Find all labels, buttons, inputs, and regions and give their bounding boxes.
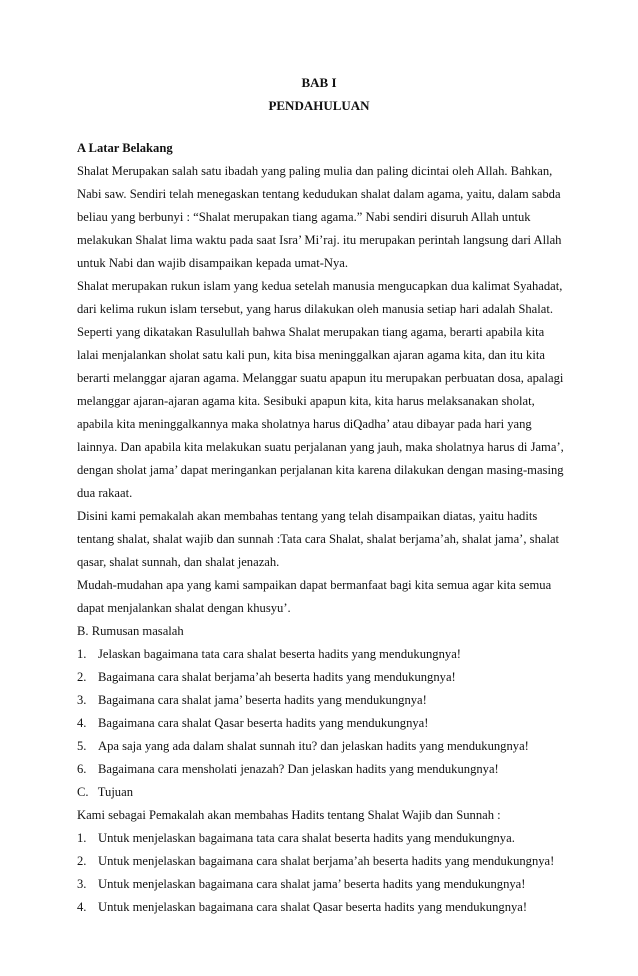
paragraph-line: Disini kami pemakalah akan membahas tentang yang telah disampaikan diatas, yaitu hadits <box>77 509 538 523</box>
chapter-number: BAB I <box>301 75 337 90</box>
paragraph-line: melanggar ajaran-ajaran agama kita. Sesibuki apapun kita, kita harus melaksanakan sholat, <box>77 394 535 408</box>
paragraph-line: apabila kita meninggalkannya maka sholatnya harus diQadha’ atau dibayar pada hari yang <box>77 417 532 431</box>
paragraph-line: Seperti yang dikatakan Rasulullah bahwa Shalat merupakan tiang agama, berarti apabila kita <box>77 325 545 339</box>
paragraph-line: untuk Nabi dan wajib disampaikan kepada umat-Nya. <box>77 256 349 270</box>
chapter-title: PENDAHULUAN <box>268 98 370 113</box>
paragraph-line: Nabi saw. Sendiri telah menegaskan tentang kedudukan shalat dalam agama, yaitu, dalam sabda <box>77 187 561 201</box>
paragraph-line: tentang shalat, shalat wajib dan sunnah :Tata cara Shalat, shalat berjama’ah, shalat jama’, shalat <box>77 532 560 546</box>
paragraph-line: lainnya. Dan apabila kita melakukan suatu perjalanan yang jauh, maka sholatnya harus di Jama’, <box>77 440 564 454</box>
paragraph-line: Shalat merupakan rukun islam yang kedua setelah manusia mengucapkan dua kalimat Syahadat, <box>77 279 563 293</box>
paragraph-line: dari kelima rukun islam tersebut, yang harus dilakukan oleh manusia setiap hari adalah Shalat. <box>77 302 553 316</box>
paragraph-line: berarti melanggar ajaran agama. Melanggar suatu apapun itu merupakan perbuatan dosa, apalagi <box>77 371 564 385</box>
section-b-heading: B. Rumusan masalah <box>77 624 184 638</box>
paragraph-line: lalai menjalankan sholat satu kali pun, kita bisa meninggalkan ajaran agama kita, dan itu kita <box>77 348 545 362</box>
paragraph-line: beliau yang berbunyi : “Shalat merupakan tiang agama.” Nabi sendiri disuruh Allah untuk <box>77 210 531 224</box>
paragraph-line: dengan sholat jama’ dapat meringankan perjalanan kita karena dilakukan dengan masing-masing <box>77 463 564 477</box>
document-page: BAB I PENDAHULUAN A Latar Belakang Shalat Merupakan salah satu ibadah yang paling mulia dan paling dicintai oleh Allah. Bahkan, Nabi saw. Sendiri telah menegaskan tentang kedudukan shalat dalam agama, yaitu, dalam sabda beliau yang berbunyi : “Shalat merupakan tiang agama.” Nabi sendiri disuruh Allah untuk melakukan Shalat lima waktu pada saat Isra’ Mi’raj. itu merupakan perintah langsung dari Allah untuk Nabi dan wajib disampaikan kepada umat-Nya. Shalat merupakan rukun islam yang kedua setelah manusia mengucapkan dua kalimat Syahadat, dari kelima rukun islam tersebut, yang harus dilakukan oleh manusia setiap hari adalah Shalat. Seperti yang dikatakan Rasulullah bahwa Shalat merupakan tiang agama, berarti apabila kita lalai menjalankan sholat satu kali pun, kita bisa meninggalkan ajaran agama kita, dan itu kita berarti melanggar ajaran agama. Melanggar suatu apapun itu merupakan perbuatan dosa, apalagi melanggar ajaran-ajaran agama kita. Sesibuki apapun kita, kita harus melaksanakan sholat, apabila kita meninggalkannya maka sholatnya harus diQadha’ atau dibayar pada hari yang lainnya. Dan apabila kita melakukan suatu perjalanan yang jauh, maka sholatnya harus di Jama’, dengan sholat jama’ dapat meringankan perjalanan kita karena dilakukan dengan masing-masing dua rakaat. Disini kami pemakalah akan membahas tentang yang telah disampaikan diatas, yaitu hadits tentang shalat, shalat wajib dan sunnah :Tata cara Shalat, shalat berjama’ah, shalat jama’, shalat qasar, shalat sunnah, dan shalat jenazah. Mudah-mudahan apa yang kami sampaikan dapat bermanfaat bagi kita semua agar kita semua dapat menjalankan shalat dengan khusyu’. B. Rumusan masalah 1. Jelaskan bagaimana tata cara shalat beserta hadits yang mendukungnya! 2. Bagaimana cara shalat berjama’ah beserta hadits yang mendukungnya! 3. Bagaimana cara shalat jama’ beserta hadits yang mendukungnya! 4. Bagaimana cara shalat Qasar beserta hadits yang mendukungnya! 5. Apa saja yang ada dalam shalat sunnah itu? dan jelaskan hadits yang mendukungnya! 6. Bagaimana cara mensholati jenazah? Dan jelaskan hadits yang mendukungnya! C. Tujuan Kami sebagai Pemakalah akan membahas Hadits tentang Shalat Wajib dan Sunnah : 1. Untuk menjelaskan bagaimana tata cara shalat beserta hadits yang mendukungnya. 2. Untuk menjelaskan bagaimana cara shalat berjama’ah beserta hadits yang mendukungnya! 3. Untuk menjelaskan bagaimana cara shalat jama’ beserta hadits yang mendukungnya! 4. Untuk menjelaskan bagaimana cara shalat Qasar beserta hadits yang mendukungnya! <box>0 0 638 976</box>
paragraph-line: Mudah-mudahan apa yang kami sampaikan dapat bermanfaat bagi kita semua agar kita semua <box>77 578 552 592</box>
tujuan-intro: Kami sebagai Pemakalah akan membahas Hadits tentang Shalat Wajib dan Sunnah : <box>77 808 501 822</box>
paragraph-line: dapat menjalankan shalat dengan khusyu’. <box>77 601 291 615</box>
paragraph-line: dua rakaat. <box>77 486 133 500</box>
paragraph-line: qasar, shalat sunnah, dan shalat jenazah. <box>77 555 280 569</box>
section-a-heading: A Latar Belakang <box>77 141 173 155</box>
paragraph-line: Shalat Merupakan salah satu ibadah yang paling mulia dan paling dicintai oleh Allah. Bahkan, <box>77 164 553 178</box>
section-c-heading: C. Tujuan <box>77 785 133 799</box>
paragraph-line: melakukan Shalat lima waktu pada saat Isra’ Mi’raj. itu merupakan perintah langsung dari Allah <box>77 233 562 247</box>
